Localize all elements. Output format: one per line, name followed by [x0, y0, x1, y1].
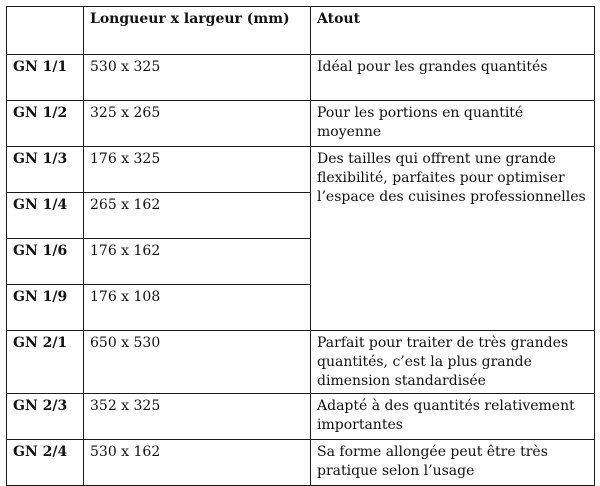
- dimensions-cell: 176 x 108: [84, 285, 311, 331]
- dimensions-cell: 176 x 325: [84, 147, 311, 193]
- gn-size-cell: GN 2/4: [7, 440, 84, 486]
- table-row: [7, 331, 595, 394]
- table-row: [7, 147, 595, 193]
- gn-size-cell: GN 1/1: [7, 55, 84, 101]
- gn-size-cell: GN 1/3: [7, 147, 84, 193]
- gn-size-cell: GN 2/3: [7, 394, 84, 440]
- dimensions-cell: 650 x 530: [84, 331, 311, 394]
- atout-cell: Parfait pour traiter de très grandes quantités, c’est la plus grande dimension standardisée: [311, 331, 595, 394]
- dimensions-cell: 530 x 325: [84, 55, 311, 101]
- table-row: [7, 101, 595, 147]
- table-row: [7, 55, 595, 101]
- header-dimensions: Longueur x largeur (mm): [84, 7, 311, 55]
- atout-cell: Sa forme allongée peut être très pratique selon l’usage: [311, 440, 595, 486]
- dimensions-cell: 325 x 265: [84, 101, 311, 147]
- atout-cell: Adapté à des quantités relativement importantes: [311, 394, 595, 440]
- gn-size-cell: GN 1/6: [7, 239, 84, 285]
- gn-size-cell: GN 1/2: [7, 101, 84, 147]
- dimensions-cell: 530 x 162: [84, 440, 311, 486]
- atout-cell-merged: [311, 147, 595, 331]
- table-row: [7, 394, 595, 440]
- header-atout: Atout: [311, 7, 595, 55]
- gn-size-cell: GN 1/4: [7, 193, 84, 239]
- atout-merged-text: Des tailles qui offrent une grande flexibilité, parfaites pour optimiser l’espace des cuisines professionnelles: [317, 151, 586, 205]
- header-size: [7, 7, 84, 55]
- gastronorm-size-table: [6, 6, 595, 486]
- atout-cell: Idéal pour les grandes quantités: [311, 55, 595, 101]
- dimensions-cell: 176 x 162: [84, 239, 311, 285]
- dimensions-cell: 352 x 325: [84, 394, 311, 440]
- atout-cell: Pour les portions en quantité moyenne: [311, 101, 595, 147]
- table-header-row: [7, 7, 595, 55]
- dimensions-cell: 265 x 162: [84, 193, 311, 239]
- gn-size-cell: GN 1/9: [7, 285, 84, 331]
- gn-size-cell: GN 2/1: [7, 331, 84, 394]
